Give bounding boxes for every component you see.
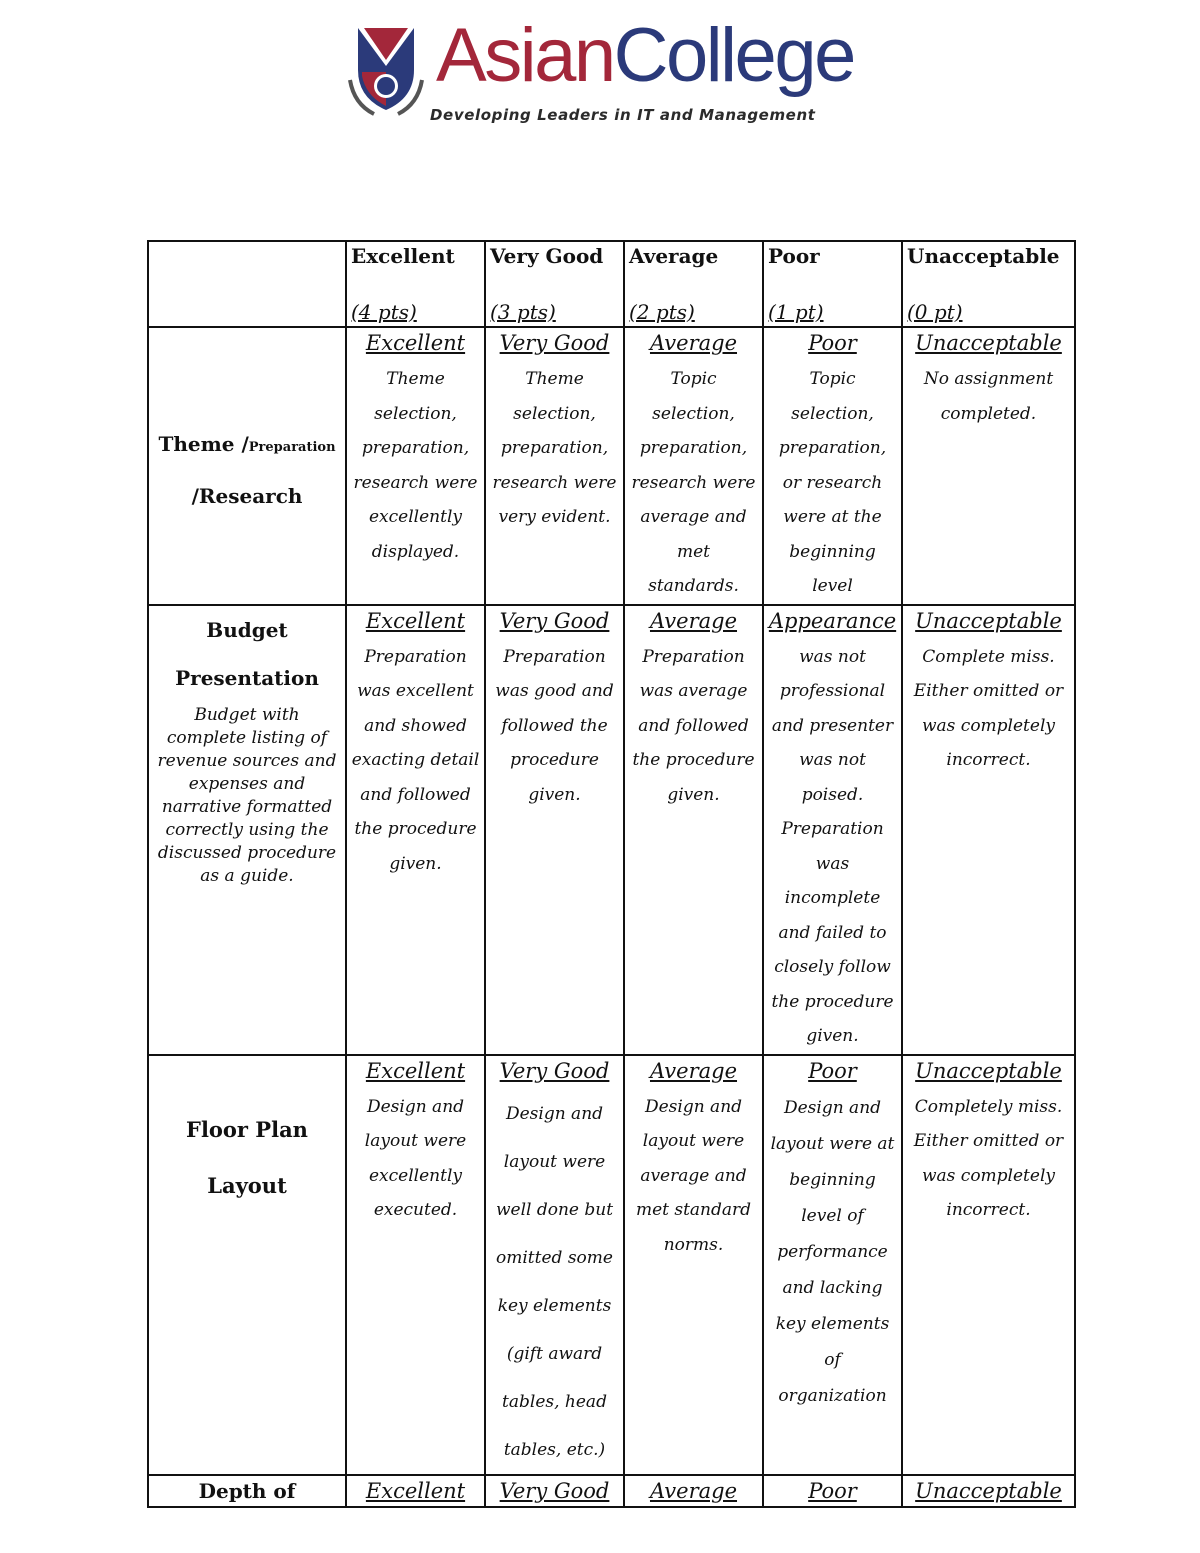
- cell-level: Very Good: [499, 1058, 610, 1083]
- cell-description: Preparation was average and followed the procedure given.: [632, 646, 755, 805]
- cell-level: Unacceptable: [915, 331, 1062, 355]
- header-cell: [485, 241, 624, 327]
- criterion-cell: [148, 327, 346, 605]
- rubric-cell: [763, 1055, 902, 1475]
- cell-description: Design and layout were at beginning level of performance and lacking key elements of organization: [770, 1097, 895, 1406]
- header-cell: [624, 241, 763, 327]
- header-level-name: Poor: [768, 244, 820, 268]
- rubric-cell: [346, 1055, 485, 1475]
- cell-level: Poor: [808, 1478, 857, 1503]
- cell-description: Theme selection, preparation, research were excellently displayed.: [353, 369, 478, 562]
- cell-level: Very Good: [499, 608, 610, 633]
- cell-level: Very Good: [499, 1478, 610, 1503]
- logo-word-asian: Asian: [436, 13, 614, 98]
- rubric-cell: [624, 605, 763, 1055]
- rubric-cell: [624, 327, 763, 605]
- rubric-cell: [902, 1475, 1075, 1507]
- cell-description: Topic selection, preparation, research were average and met standards.: [631, 369, 756, 596]
- cell-level: Unacceptable: [915, 608, 1062, 633]
- header-points: (2 pts): [629, 300, 695, 324]
- criterion-cell: [148, 605, 346, 1055]
- header-level-name: Excellent: [351, 244, 455, 268]
- header-level-name: Average: [629, 244, 719, 268]
- header-level-name: Very Good: [490, 244, 604, 268]
- cell-description: Design and layout were well done but omitted some key elements (gift award tables, head tables, etc.): [495, 1103, 614, 1460]
- cell-level: Average: [649, 1058, 738, 1083]
- criterion-name: Theme /: [158, 432, 249, 456]
- cell-level: Poor: [808, 331, 857, 355]
- cell-level: Average: [649, 331, 738, 355]
- cell-description: Preparation was good and followed the procedure given.: [495, 646, 614, 805]
- table-row: [148, 1475, 1075, 1507]
- cell-description: was not professional and presenter was not poised. Preparation was incomplete and failed to closely follow the procedure given.: [771, 646, 894, 1046]
- cell-level: Excellent: [365, 1478, 466, 1503]
- college-crest-icon: [344, 22, 428, 118]
- criterion-name: Depth of: [198, 1478, 296, 1503]
- rubric-cell: [763, 1475, 902, 1507]
- criterion-cell: [148, 1055, 346, 1475]
- asian-college-logo: [344, 13, 914, 132]
- logo-wordmark: [436, 13, 854, 98]
- cell-level: Excellent: [365, 1058, 466, 1083]
- logo-tagline: Developing Leaders in IT and Management: [430, 106, 816, 124]
- cell-level: Poor: [808, 1058, 857, 1083]
- cell-level: Appearance: [768, 608, 897, 633]
- table-header-row: [148, 241, 1075, 327]
- header-points: (1 pt): [768, 300, 824, 324]
- table-row: [148, 605, 1075, 1055]
- cell-level: Average: [649, 1478, 738, 1503]
- rubric-cell: [485, 1475, 624, 1507]
- header-empty-cell: [148, 241, 346, 327]
- rubric-cell: [763, 327, 902, 605]
- cell-level: Unacceptable: [915, 1058, 1062, 1083]
- rubric-cell: [624, 1475, 763, 1507]
- table-row: [148, 327, 1075, 605]
- rubric-cell: [902, 605, 1075, 1055]
- rubric-cell: [346, 1475, 485, 1507]
- rubric-cell: [902, 327, 1075, 605]
- cell-level: Unacceptable: [915, 1478, 1062, 1503]
- header-points: (3 pts): [490, 300, 556, 324]
- header-cell: [346, 241, 485, 327]
- rubric-cell: [763, 605, 902, 1055]
- criterion-cell: [148, 1475, 346, 1507]
- criterion-name: Floor Plan: [186, 1116, 308, 1142]
- criterion-name-2: /Research: [191, 484, 303, 508]
- rubric-cell: [346, 605, 485, 1055]
- cell-description: Design and layout were excellently executed.: [364, 1096, 467, 1220]
- header-cell: [902, 241, 1075, 327]
- cell-description: Topic selection, preparation, or research were at the beginning level: [778, 369, 887, 596]
- cell-description: Design and layout were average and met standard norms.: [635, 1096, 752, 1255]
- criterion-name: Budget: [206, 617, 288, 642]
- header-points: (0 pt): [907, 300, 963, 324]
- cell-description: No assignment completed.: [923, 369, 1054, 424]
- cell-description: Theme selection, preparation, research were very evident.: [492, 369, 617, 527]
- header-cell: [763, 241, 902, 327]
- header-points: (4 pts): [351, 300, 417, 324]
- rubric-cell: [624, 1055, 763, 1475]
- rubric-cell: [902, 1055, 1075, 1475]
- cell-description: Complete miss. Either omitted or was completely incorrect.: [913, 646, 1064, 770]
- cell-description: Preparation was excellent and showed exacting detail and followed the procedure given.: [351, 646, 480, 874]
- cell-description: Completely miss. Either omitted or was completely incorrect.: [913, 1096, 1064, 1220]
- rubric-cell: [346, 327, 485, 605]
- logo-word-college: College: [613, 13, 854, 98]
- criterion-name-small: Preparation: [248, 440, 336, 455]
- criterion-name-2: Presentation: [175, 665, 319, 690]
- header-level-name: Unacceptable: [907, 244, 1060, 268]
- rubric-cell: [485, 1055, 624, 1475]
- criterion-description: Budget with complete listing of revenue sources and expenses and narrative formatted correctly using the discussed procedure as a guide.: [157, 704, 337, 886]
- rubric-cell: [485, 605, 624, 1055]
- cell-level: Average: [649, 608, 738, 633]
- cell-level: Excellent: [365, 608, 466, 633]
- criterion-name-2: Layout: [207, 1172, 287, 1198]
- rubric-table: [147, 240, 1076, 1508]
- table-row: [148, 1055, 1075, 1475]
- cell-level: Excellent: [365, 331, 466, 355]
- rubric-cell: [485, 327, 624, 605]
- cell-level: Very Good: [499, 331, 610, 355]
